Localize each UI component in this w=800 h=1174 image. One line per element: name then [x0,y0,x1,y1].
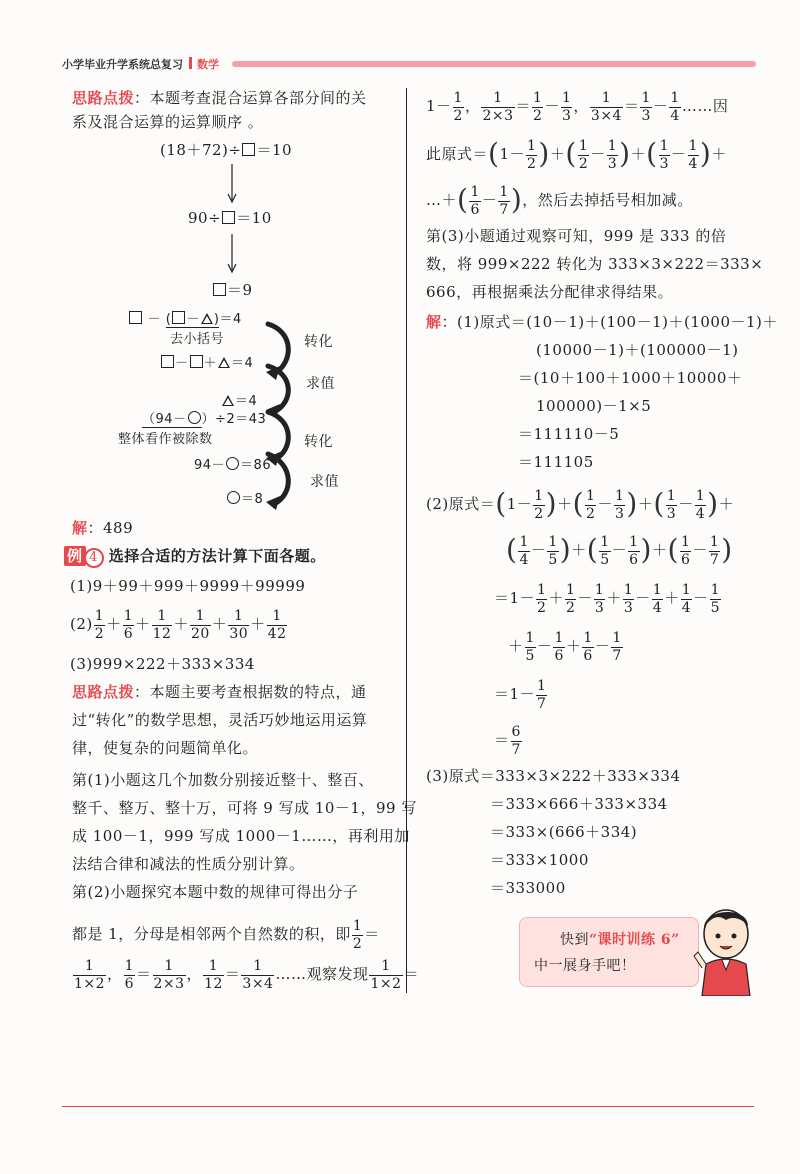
para1-line-2: 整千、整万、整十万，可将 9 写成 10－1，99 写 [72,799,417,817]
flow-step-1-rhs: ＝10 [256,141,293,159]
flow-step-2 [188,208,272,228]
fraction: $\frac{1}{4}$ [519,533,529,568]
column-divider [406,88,407,993]
fraction: $\frac{1}{3}$ [666,487,677,522]
numerator: 1 [228,608,249,626]
diagram-line-4-b: ）÷2＝43 [201,412,267,427]
flow-step-2-expr: 90÷ [188,209,222,227]
solution-1-line-5: ＝111110－5 [518,425,620,443]
diagram-line-3 [221,392,257,412]
right-line-3: …＋( $\frac{1}{6}$ － $\frac{1}{7}$ )，然后去掉括号相加减。 [426,183,693,218]
circle-icon [226,457,239,470]
diagram-line-5 [194,456,271,476]
fraction [152,608,173,643]
para2-line-2: 都是 1，分母是相邻两个自然数的积，即 $\frac{1}{2}$ ＝ [72,917,380,952]
fraction: $\frac{1}{3\times 4}$ [242,957,274,992]
numerator: 1 [190,608,211,626]
solution-2-line-6 [494,720,523,760]
solution-2-step4-prefix: ＝ [494,731,510,749]
fraction: $\frac{1}{12}$ [204,957,223,992]
question-3: (3)999×222＋333×334 [70,655,255,673]
arrow-label-solve-2: 求值 [310,474,339,490]
fraction: $\frac{1}{2\times 3}$ [153,957,185,992]
hint2-line-2: 过“转化”的数学思想，灵活巧妙地运用运算 [72,711,368,729]
fraction: $\frac{1}{7}$ [499,183,509,218]
solution-2-prefix: (2)原式＝ [426,495,496,513]
fraction: $\frac{1}{4}$ [681,581,692,616]
solution-2-line-4: ＋ $\frac{1}{5}$ － $\frac{1}{6}$ ＋ $\frac{1}{6}$ － $\frac{1}{7}$ [508,629,622,664]
numerator: 1 [152,608,173,626]
right-line-1: 1－ $\frac{1}{2}$ ， $\frac{1}{2\times 3}$ ＝ $\frac{1}{2}$ － $\frac{1}{3}$ ， $\frac{1}{3\times 4}$ ＝ $\frac{1}{3}$ － $\frac{1}{4}$ ……因 [426,89,729,124]
fraction: $\frac{1}{6}$ [583,629,593,664]
square-icon [213,283,226,296]
hint-text-1: ：本题考查混合运算各部分间的关 [134,89,367,107]
label-remove-brackets: 去小括号 [170,332,225,347]
fraction: $\frac{1}{6}$ [470,183,480,218]
right-line-2-text: 此原式＝ [426,145,489,163]
fraction: $\frac{1}{2}$ [352,917,363,952]
fraction: $\frac{1}{3}$ [623,581,634,616]
para1-line-4: 法结合律和减法的性质分别计算。 [72,855,305,873]
solution-3-line-5: ＝333000 [490,879,566,897]
hint2-line-1 [72,682,367,702]
fraction: $\frac{1}{4}$ [652,581,663,616]
circle-icon [188,411,201,424]
answer-line [72,518,133,538]
circle-icon [227,491,240,504]
subject-label: 数学 [197,58,219,71]
numerator: 1 [94,607,105,624]
flow-step-1 [160,140,292,160]
fraction: $\frac{1}{5}$ [548,533,558,568]
fraction: $\frac{1}{7}$ [537,677,547,712]
fraction: $\frac{1}{2}$ [527,137,537,172]
hint-label: 思路点拨 [72,89,135,107]
fraction: $\frac{1}{3}$ [594,581,605,616]
fraction [267,608,288,643]
square-icon [172,311,185,324]
hint-line-1 [72,88,367,108]
fraction [94,608,105,643]
solution-2-line-2: ( $\frac{1}{4}$ － $\frac{1}{5}$ )＋( $\frac{1}{5}$ － $\frac{1}{6}$ )＋( $\frac{1}{6}$ － $\frac{1}{7}$ ) [506,533,733,568]
solution-2-step2-prefix: ＝1－ [494,589,536,607]
numerator: 1 [267,608,288,626]
fraction: $\frac{1}{3\times 4}$ [590,89,622,124]
callout-line-1 [560,930,680,950]
hint2-text-1: ：本题主要考查根据数的特点，通 [134,683,367,701]
square-icon [129,311,142,324]
arrow-label-solve-1: 求值 [306,376,335,392]
solution-1-line-4: 100000)－1×5 [536,397,652,415]
numerator: 1 [123,607,134,624]
fraction [123,608,134,643]
denominator: 30 [229,625,249,642]
practice-callout [519,917,699,987]
fraction: $\frac{1}{3}$ [607,137,618,172]
fraction: $\frac{1}{6}$ [554,629,564,664]
solution-label: 解 [426,313,442,331]
denominator: 12 [152,625,172,642]
fraction: $\frac{1}{2\times 3}$ [482,89,514,124]
fraction: $\frac{1}{2}$ [578,137,589,172]
example-number: 4 [84,548,104,568]
fraction: $\frac{1}{7}$ [612,629,622,664]
example-title: 选择合适的方法计算下面各题。 [108,547,326,565]
curved-arrows [264,314,304,514]
down-arrow-icon [226,234,238,274]
para2-line-1: 第(2)小题探究本题中数的规律可得出分子 [72,883,359,901]
fraction: $\frac{1}{2}$ [565,581,576,616]
triangle-icon [222,395,234,406]
footer-line [62,1106,754,1107]
solution-3-line-4: ＝333×1000 [490,851,589,869]
denominator: 42 [267,625,287,642]
fraction: $\frac{1}{5}$ [600,533,610,568]
square-icon [190,355,203,368]
diagram-line-2-rhs: ＝4 [231,356,254,371]
answer-label: 解 [72,519,88,537]
fraction: $\frac{1}{6}$ [680,533,691,568]
para2-line-3-text: ……观察发现 [275,965,369,983]
fraction: $\frac{1}{3}$ [641,89,651,124]
square-icon [161,355,174,368]
fraction: $\frac{1}{4}$ [688,137,698,172]
fraction: $\frac{1}{1\times 2}$ [370,957,402,992]
denominator: 2 [94,625,105,642]
solution-3-line-1: (3)原式＝333×3×222＋333×334 [426,767,681,785]
fraction: $\frac{1}{5}$ [710,581,721,616]
flow-step-3-rhs: ＝9 [227,281,253,299]
hint-line-2: 系及混合运算的运算顺序 。 [72,113,264,131]
question-2-prefix: (2) [70,615,93,633]
right-para3-line-2: 数，将 999×222 转化为 333×3×222＝333× [426,255,764,273]
callout-link[interactable]: “课时训练 6” [589,932,680,948]
fraction: $\frac{1}{1\times 2}$ [74,957,106,992]
fraction: $\frac{1}{7}$ [709,533,720,568]
book-title: 小学毕业升学系统总复习 [62,58,183,71]
diagram-line-1: － ( － )＝4 [128,310,242,330]
solution-1-line-6: ＝111105 [518,453,594,471]
fraction: $\frac{1}{2}$ [533,89,543,124]
para1-line-1: 第(1)小题这几个加数分别接近整十、整百、 [72,771,374,789]
right-line-1-tail: ……因 [681,97,729,115]
hint2-line-3: 律，使复杂的问题简单化。 [72,739,259,757]
label-whole-dividend: 整体看作被除数 [118,432,213,447]
fraction [190,608,211,643]
flow-step-1-expr: (18＋72)÷ [160,141,242,159]
fraction: $\frac{1}{6}$ [124,957,134,992]
fraction: $\frac{1}{2}$ [453,89,463,124]
diagram-line-4 [142,410,266,430]
para2-line-3: $\frac{1}{1\times 2}$ ， $\frac{1}{6}$ ＝ $\frac{1}{2\times 3}$ ， $\frac{1}{12}$ ＝ $\frac{1}{3\times 4}$ ……观察发现 $\frac{1}{1\times 2}$ ＝ [74,957,420,992]
fraction: $\frac{1}{3}$ [614,487,625,522]
page-header [62,56,756,72]
diagram-line-1-rhs: ＝4 [219,312,242,327]
diagram-line-5-a: 94－ [194,458,226,473]
header-bar [232,61,756,67]
diagram-line-5-b: ＝86 [240,458,272,473]
right-line-3-tail: ，然后去掉括号相加减。 [522,191,693,209]
triangle-icon [218,357,230,368]
right-para3-line-1: 第(3)小题通过观察可知，999 是 333 的倍 [426,227,727,245]
down-arrow-icon [226,164,238,204]
para1-line-3: 成 100－1，999 写成 1000－1……，再利用加 [72,827,410,845]
fraction: $\frac{1}{6}$ [629,533,639,568]
flow-step-3 [212,280,253,300]
solution-2-line-1: (2)原式＝(1－ $\frac{1}{2}$ )＋( $\frac{1}{2}$ － $\frac{1}{3}$ )＋( $\frac{1}{3}$ － $\frac{1}{4}$ )＋ [426,487,735,522]
fraction: $\frac{1}{2}$ [537,581,547,616]
diagram-line-6-rhs: ＝8 [241,492,264,507]
diagram-line-3-rhs: ＝4 [235,394,258,409]
hint2-label: 思路点拨 [72,683,135,701]
diagram-line-6 [226,490,263,510]
fraction: $\frac{1}{3}$ [561,89,572,124]
square-icon [222,211,235,224]
solution-1-text: ：(1)原式＝(10－1)＋(100－1)＋(1000－1)＋ [441,313,778,331]
solution-2-step3-prefix: ＝1－ [494,685,536,703]
answer-value: ：489 [87,519,134,537]
fraction: $\frac{1}{4}$ [695,487,706,522]
fraction [228,608,249,643]
diagram-line-2: － ＋ ＝4 [160,354,253,374]
solution-1-line-2: (10000－1)＋(100000－1) [536,341,739,359]
denominator: 6 [123,625,134,642]
fraction: $\frac{1}{5}$ [525,629,535,664]
fraction: $\frac{1}{3}$ [659,137,669,172]
fraction: $\frac{1}{2}$ [534,487,544,522]
solution-1-line-1 [426,312,778,332]
flow-step-2-rhs: ＝10 [236,209,272,227]
fraction: $\frac{1}{4}$ [670,89,680,124]
header-separator [189,57,192,69]
fraction: $\frac{6}{7}$ [511,723,521,758]
diagram-line-4-a: （94－ [142,412,187,427]
triangle-icon [201,313,213,324]
question-2: (2) $\frac{1}{2}$ ＋ $\frac{1}{6}$ ＋ $\frac{1}{12}$ ＋ $\frac{1}{20}$ ＋ $\frac{1}{30}$ ＋ $\frac{1}{42}$ [70,607,287,642]
square-icon [242,143,255,156]
arrow-label-transform-1: 转化 [304,334,333,350]
solution-3-line-2: ＝333×666＋333×334 [490,795,668,813]
right-line-2: 此原式＝(1－ $\frac{1}{2}$ )＋( $\frac{1}{2}$ － $\frac{1}{3}$ )＋( $\frac{1}{3}$ － $\frac{1}{4}$ )＋ [426,137,727,172]
example-badge: 例 [64,546,86,566]
para2-line-2-text: 都是 1，分母是相邻两个自然数的积，即 [72,925,351,943]
callout-line-2: 中一展身手吧！ [534,958,636,974]
solution-3-line-3: ＝333×(666＋334) [490,823,638,841]
denominator: 20 [190,625,210,642]
boy-illustration-icon [692,904,758,996]
callout-pre: 快到 [560,932,589,948]
right-para3-line-3: 666，再根据乘法分配律求得结果。 [426,283,674,301]
fraction: $\frac{1}{2}$ [586,487,596,522]
question-1: (1)9＋99＋999＋9999＋99999 [70,577,306,595]
example-heading [64,546,326,568]
arrow-label-transform-2: 转化 [304,434,333,450]
solution-2-line-3: ＝1－ $\frac{1}{2}$ ＋ $\frac{1}{2}$ － $\frac{1}{3}$ ＋ $\frac{1}{3}$ － $\frac{1}{4}$ ＋ $\frac{1}{4}$ － $\frac{1}{5}$ [494,581,721,616]
solution-2-line-5 [494,674,548,714]
solution-1-line-3: ＝(10＋100＋1000＋10000＋ [518,369,743,387]
